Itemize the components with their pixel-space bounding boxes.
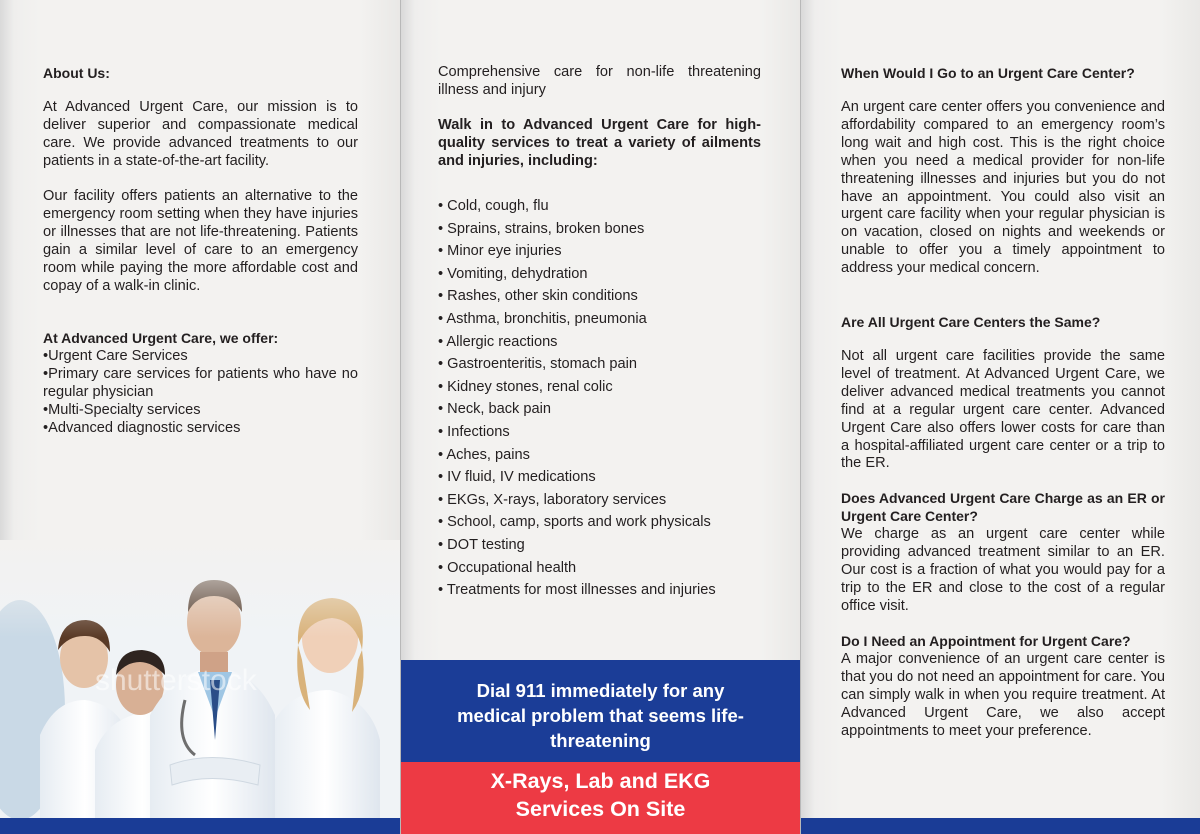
faq-question-when: When Would I Go to an Urgent Care Center?: [841, 65, 1135, 81]
condition-item: • Minor eye injuries: [438, 241, 778, 264]
offer-item: • Multi-Specialty services: [43, 402, 358, 420]
onsite-services-banner: [401, 762, 800, 834]
faq-answer-charge: We charge as an urgent care center while providing advanced treatment similar to an ER. Our cost is a fraction of what you would pay for a trip to the ER and close to the cost of a regular office visit.: [841, 526, 1165, 614]
condition-item: • Aches, pains: [438, 445, 778, 468]
condition-item: • Gastroenteritis, stomach pain: [438, 354, 778, 377]
offer-item: • Primary care services for patients who have no regular physician: [43, 366, 358, 402]
offer-heading: At Advanced Urgent Care, we offer:: [43, 330, 279, 346]
onsite-services-text: X-Rays, Lab and EKG Services On Site: [490, 769, 711, 821]
doctors-photo: [0, 540, 400, 818]
condition-item: • Occupational health: [438, 558, 778, 581]
condition-item: • DOT testing: [438, 535, 778, 558]
walkin-heading: Walk in to Advanced Urgent Care for high-quality services to treat a variety of ailments and injuries, including:: [438, 117, 761, 169]
faq-question-charge: Does Advanced Urgent Care Charge as an ER or Urgent Care Center?: [841, 490, 1165, 524]
condition-item: • Allergic reactions: [438, 332, 778, 355]
emergency-notice-text: Dial 911 immediately for any medical problem that seems life-threatening: [457, 680, 744, 751]
right-panel: [801, 0, 1200, 834]
condition-item: • IV fluid, IV medications: [438, 467, 778, 490]
offer-item: • Urgent Care Services: [43, 348, 358, 366]
left-bottom-bar: [0, 818, 400, 834]
offer-list: [43, 348, 358, 438]
left-panel: [0, 0, 400, 834]
faq-answer-same: Not all urgent care facilities provide the same level of treatment. At Advanced Urgent Care, we deliver advanced medical treatments you cannot find at a regular urgent care center. Advanced Urgent Care also offers lower costs for care than a hospital-affiliated urgent care center or a trip to the ER.: [841, 348, 1165, 472]
middle-panel: [401, 0, 800, 834]
watermark-text: shutterstock: [95, 664, 257, 697]
about-heading: About Us:: [43, 65, 110, 81]
condition-item: • Treatments for most illnesses and injuries: [438, 580, 778, 603]
condition-item: • Cold, cough, flu: [438, 196, 778, 219]
condition-item: • Infections: [438, 422, 778, 445]
condition-item: • Rashes, other skin conditions: [438, 286, 778, 309]
faq-question-same: Are All Urgent Care Centers the Same?: [841, 314, 1101, 330]
about-paragraph-facility: Our facility offers patients an alternative to the emergency room setting when they have injuries or illnesses that are not life-threatening. Patients gain a similar level of care to an emergency room while paying the more affordable cost and copay of a walk-in clinic.: [43, 188, 358, 294]
about-paragraph-mission: At Advanced Urgent Care, our mission is to deliver superior and compassionate medical care. We provide advanced treatments to our patients in a state-of-the-art facility.: [43, 99, 358, 169]
right-bottom-bar: [801, 818, 1200, 834]
faq-answer-appointment: A major convenience of an urgent care center is that you do not need an appointment for care. You can simply walk in when you require treatment. At Advanced Urgent Care, we also accept appointments to meet your preference.: [841, 651, 1165, 739]
condition-item: • EKGs, X-rays, laboratory services: [438, 490, 778, 513]
emergency-notice-banner: [401, 660, 800, 762]
condition-item: • Kidney stones, renal colic: [438, 377, 778, 400]
condition-item: • Asthma, bronchitis, pneumonia: [438, 309, 778, 332]
intro-text: Comprehensive care for non-life threatening illness and injury: [438, 64, 761, 98]
condition-item: • School, camp, sports and work physicals: [438, 512, 778, 535]
condition-item: • Vomiting, dehydration: [438, 264, 778, 287]
condition-item: • Sprains, strains, broken bones: [438, 219, 778, 242]
faq-answer-when: An urgent care center offers you convenience and affordability compared to an emergency room’s long wait and high cost. This is the right choice when you need a medical provider for non-life threatening illnesses and injuries but you do not have an appointment. You could also visit an urgent care facility when your regular physician is on vacation, closed on nights and weekends or unable to offer you a timely appointment to address your medical concern.: [841, 99, 1165, 277]
offer-item: • Advanced diagnostic services: [43, 420, 358, 438]
conditions-list: [438, 196, 778, 603]
faq-question-appointment: Do I Need an Appointment for Urgent Care?: [841, 633, 1131, 649]
condition-item: • Neck, back pain: [438, 399, 778, 422]
